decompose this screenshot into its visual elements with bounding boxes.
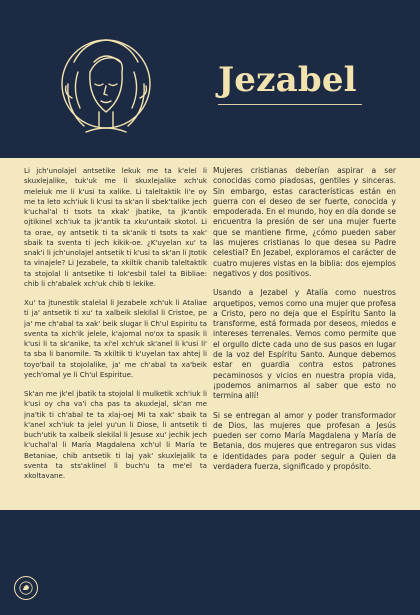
title-underline — [218, 104, 362, 105]
publisher-seal-icon — [14, 576, 38, 600]
right-paragraph-3: Si se entregan al amor y poder transformador de Dios, las mujeres que profesan a Jesús pueden ser como María Magdalena y María de Betania, dos mujeres que entregaron sus vidas e identidades para poder seguir a Quien da verdadera fuerza, significado y propósito. — [213, 410, 396, 472]
title-block — [218, 62, 378, 105]
right-paragraph-2: Usando a Jezabel y Atalía como nuestros arquetipos, vemos como una mujer que profesa a Cristo, pero no deja que el Espíritu Santo la transforme, está formada por deseos, miedos e intereses terrenales. Vemos como permite que el orgullo dicte cada uno de sus pasos en lugar de la voz del Espíritu Santo. Aunque debemos estar en guardia contra estos patrones pecaminosos y vicios en nuestra propia vida, ¡podemos animarnos al saber que esto no termina allí! — [213, 288, 396, 401]
cover-header — [0, 0, 420, 158]
description-panel — [0, 158, 420, 510]
left-column-tsotsil — [24, 166, 207, 490]
right-paragraph-1: Mujeres cristianas deberían aspirar a ser conocidas como piadosas, gentiles y sinceras. Sin embargo, estas características están en guerra con el deseo de ser fuerte, conocida y empoderada. En el mundo, hoy en día donde se encuentra la presión de ser una mujer fuerte que se mantiene firme, ¿cómo pueden saber las mujeres cristianas lo que desea su Padre celestial? En Jezabel, exploramos el carácter de cuatro mujeres vistas en la biblia: dos ejemplos negativos y dos positivos. — [213, 166, 396, 278]
right-column-spanish — [213, 166, 396, 481]
lion-emblem-icon — [18, 580, 34, 596]
woman-portrait-icon — [54, 32, 158, 142]
left-paragraph-2: Xu' ta jtunestik stalelal li Jezabele xch'uk li Ataliae ti ja' antsetik ti xu' ta xalbeik slekilal li Cristoe, pe ja' me ch'abal ta xak' beik slugar li Ch'ul Espiritu ta sventa ta xich'ik jelele, k'ajomal no'ox ta spasik li k'usi li ta sk'anike, ta xi'el xch'uk sk'anel li k'usi li' ta sba li banomile. Ta xkiltik ti k'uyelan tax ahtej li toyo'bail ta stojolalike, ja' me ch'abal ta xa'beik yech'omal ye li Ch'ul Espiritue. — [24, 298, 207, 379]
book-title: Jezabel — [218, 60, 357, 100]
left-paragraph-3: Sk'an me jk'el jbatik ta stojolal li mulketik xch'iuk li k'usi oy cha va'i cha pas ta akuxlejal, sk'an me jna'tik ti ch'abal te ta xlaj-oej Mi ta xak' sbaik ta k'anel xch'iuk ta jelel yu'un li Diose, li antsetik ti buch'utik ta xalbeik slekilal li Jesuse xu' jechik jech k'uchal'al li María Magdalena xch'ul li María te Betaniae, chib antsetik ti laj yak' skuxlejalik ta sventa ta sts'aklinel li buch'u ta me'el ta xkoltavane. — [24, 389, 207, 480]
left-paragraph-1: Li jch'unolajel antsetike lekuk me ta k'elel li skuxlejalike, tuk'uk me li skuxlejalike xch'uk meleluk me li k'usi ta xalike. Li taleltaktik li'e oy me ta leto xch'iuk li k'usi ta sk'an li sbek'talike jech k'uchal'al ti tsots ta xkak' jbatike, ta jk'antik ojtikinel xch'iuk ta jk'antik ta xku'untaik skotol. Li ta orae, oy antsetik ti ta sk'anik ti tsots ta xak' sbaik ta sventa ti jech kikik-oe. ¿K'uyelan xu' ta snak'i li jch'unolajel antsetik ti k'usi ta sk'an li Jtotik ta vinajele? Li Jezabele, ta xkiltik chanib taleltaktik ta stojolal li antsetike ti lok'esbil talel ta Bibliae: chib li ch'abalek xch'uk chib ti lekike. — [24, 166, 207, 288]
